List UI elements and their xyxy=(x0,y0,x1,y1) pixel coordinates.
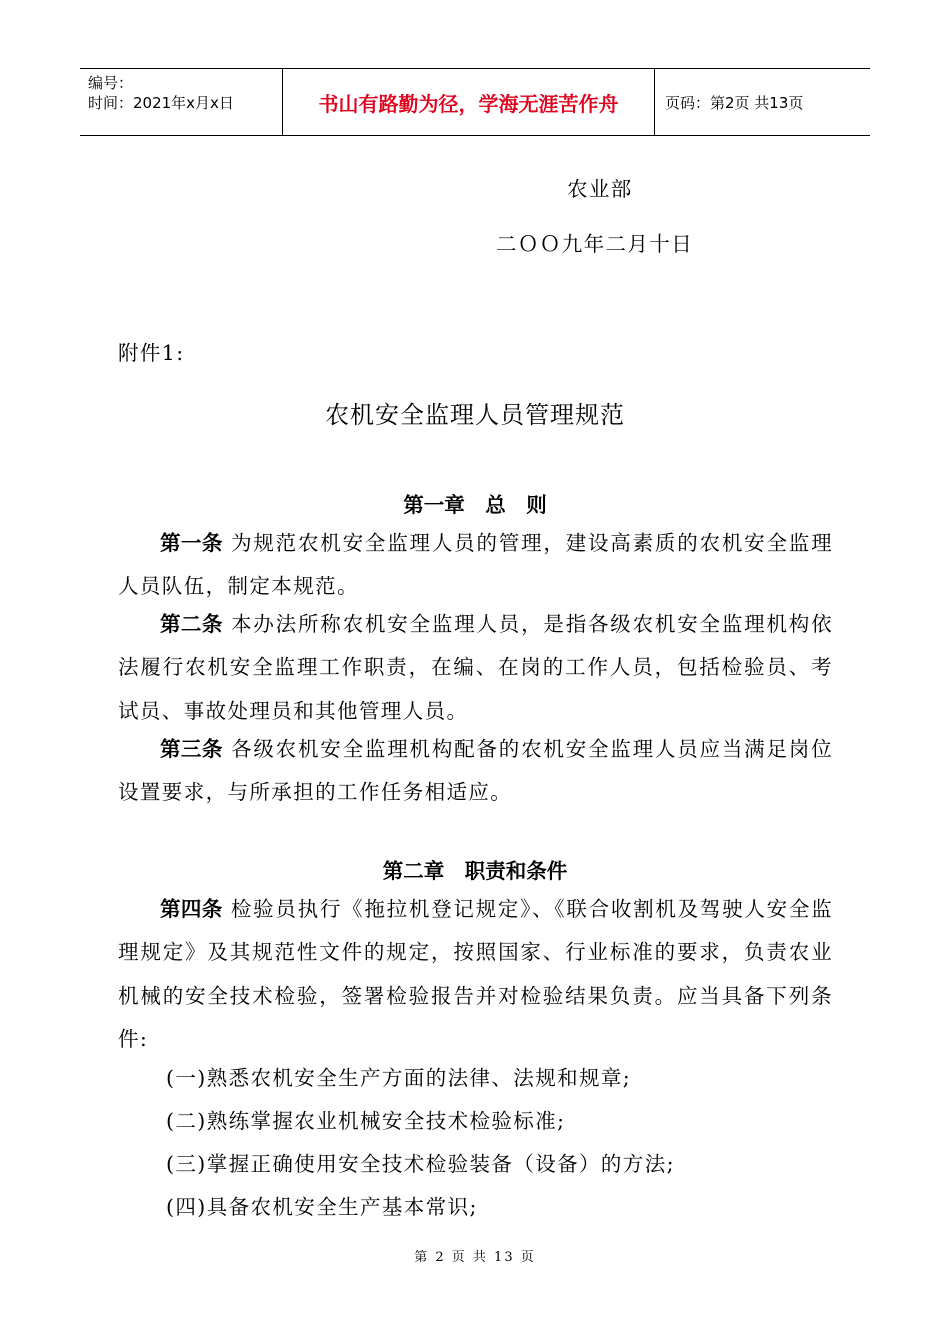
condition-item: (三)掌握正确使用安全技术检验装备（设备）的方法; xyxy=(166,1152,675,1176)
article-1-text: 为规范农机安全监理人员的管理，建设高素质的农机安全监理人员队伍，制定本规范。 xyxy=(118,531,833,599)
chapter1-title: 第一章 总 则 xyxy=(403,493,547,517)
time-label: 时间：2021年x月x日 xyxy=(88,94,234,112)
page-header xyxy=(80,68,870,136)
article-3-label: 第三条 xyxy=(160,737,223,761)
header-meta xyxy=(80,69,283,135)
doc-title: 农机安全监理人员管理规范 xyxy=(325,401,625,429)
condition-item: (一)熟悉农机安全生产方面的法律、法规和规章; xyxy=(166,1066,632,1090)
condition-item: (二)熟练掌握农业机械安全技术检验标准; xyxy=(166,1109,566,1133)
signature-date: 二ＯＯ九年二月十日 xyxy=(496,232,694,256)
header-page-label: 页码：第2页 共13页 xyxy=(665,93,804,112)
article-2 xyxy=(118,603,833,733)
header-motto: 书山有路勤为径，学海无涯苦作舟 xyxy=(283,69,655,135)
article-4-label: 第四条 xyxy=(160,897,223,921)
chapter2-title: 第二章 职责和条件 xyxy=(382,859,568,883)
article-4-text: 检验员执行《拖拉机登记规定》、《联合收割机及驾驶人安全监理规定》及其规范性文件的规定，按照国家、行业标准的要求，负责农业机械的安全技术检验，签署检验报告并对检验结果负责。应当具备下列条件: xyxy=(118,897,834,1051)
article-1 xyxy=(118,522,833,609)
article-2-text: 本办法所称农机安全监理人员，是指各级农机安全监理机构依法履行农机安全监理工作职责，在编、在岗的工作人员，包括检验员、考试员、事故处理员和其他管理人员。 xyxy=(118,612,833,723)
article-3-text: 各级农机安全监理机构配备的农机安全监理人员应当满足岗位设置要求，与所承担的工作任务相适应。 xyxy=(118,737,833,805)
page-footer: 第 2 页 共 13 页 xyxy=(414,1250,536,1265)
article-4 xyxy=(118,888,833,1061)
article-1-label: 第一条 xyxy=(160,531,223,555)
signature-org: 农业部 xyxy=(567,177,633,201)
number-label: 编号： xyxy=(88,74,134,92)
condition-item: (四)具备农机安全生产基本常识; xyxy=(166,1195,478,1219)
attachment-label: 附件1: xyxy=(118,341,185,365)
article-3 xyxy=(118,728,833,815)
article-2-label: 第二条 xyxy=(160,612,223,636)
